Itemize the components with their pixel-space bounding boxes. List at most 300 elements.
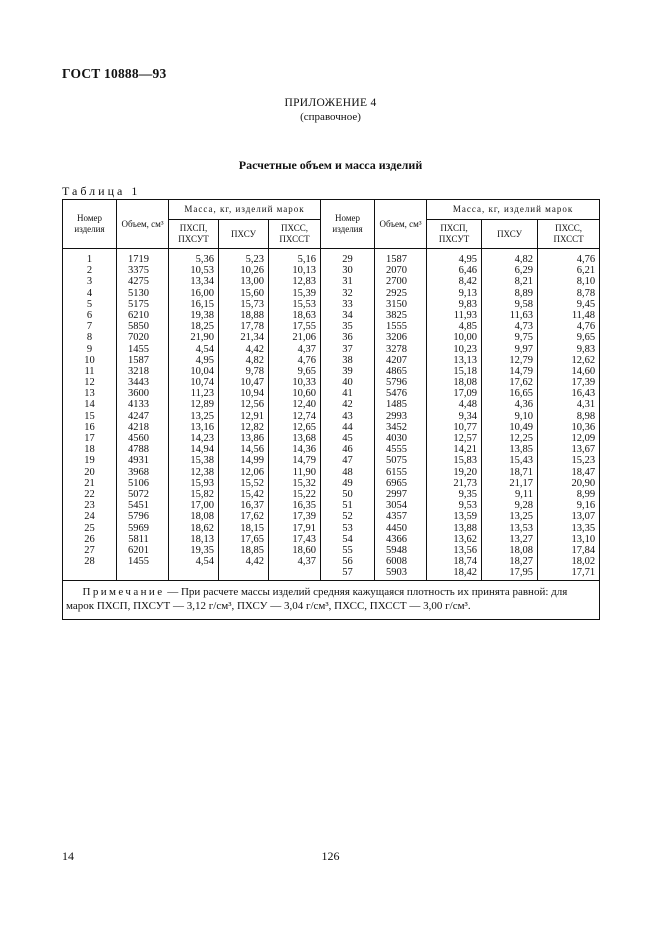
table-cell: 11: [84, 365, 95, 377]
table-cell: 9,83: [458, 298, 478, 310]
table-label: Таблица 1: [62, 184, 141, 198]
header-m1-2: ПХСП, ПХСУТ: [427, 220, 482, 249]
table-cell: 15,60: [240, 287, 264, 299]
table-cell: 10,36: [571, 421, 596, 433]
table-cell: 18: [84, 444, 95, 456]
table-cell: 9: [86, 343, 93, 355]
table-cell: 5796: [386, 377, 408, 389]
table-cell: 5811: [128, 533, 149, 545]
table-cell: 6,29: [514, 265, 534, 277]
table-cell: 13,34: [190, 276, 214, 288]
table-cell: 13: [84, 388, 95, 400]
table-cell: 14,23: [190, 433, 214, 444]
table-cell: 12,09: [571, 433, 596, 444]
table-cell: 14,21: [453, 444, 478, 456]
left-mass-m3: [269, 249, 321, 581]
left-volumes: [117, 249, 169, 581]
table-cell: 20: [84, 466, 95, 478]
table-cell: 12,40: [292, 399, 317, 411]
table-cell: 5175: [128, 298, 149, 310]
table-cell: 18,62: [190, 522, 214, 534]
table-cell: 12,06: [240, 466, 264, 478]
table-cell: 8,98: [576, 410, 596, 422]
table-cell: 27: [84, 544, 95, 556]
table-cell: 4,76: [576, 254, 596, 265]
table-cell: 13,10: [571, 533, 596, 545]
table-cell: 5,23: [245, 254, 264, 265]
table-cell: 9,58: [514, 298, 534, 310]
table-cell: 12,83: [292, 276, 317, 288]
left-mass-m2: [219, 249, 269, 581]
table-cell: 2070: [386, 265, 408, 277]
table-cell: 18,60: [292, 544, 317, 556]
table-cell: 14,60: [571, 365, 596, 377]
table-cell: 5903: [386, 567, 408, 579]
table-cell: 3968: [128, 466, 149, 478]
right-mass-m2: [482, 249, 538, 581]
table-cell: 13,07: [571, 511, 596, 523]
table-cell: 8,78: [576, 287, 596, 299]
table-cell: 3452: [386, 421, 408, 433]
table-cell: 10,00: [453, 332, 478, 344]
table-cell: 3150: [386, 298, 408, 310]
table-cell: 25: [84, 522, 95, 534]
table-cell: 17,65: [240, 533, 264, 545]
table-cell: 18,71: [509, 466, 534, 478]
table-cell: 4,36: [514, 399, 534, 411]
table-cell: 10,13: [292, 265, 317, 277]
table-cell: 14,56: [240, 444, 264, 456]
table-cell: 40: [342, 377, 353, 389]
table-cell: 21,90: [190, 332, 214, 344]
table-cell: 9,75: [514, 332, 534, 344]
table-cell: 4,76: [297, 354, 317, 366]
table-cell: 4,48: [458, 399, 478, 411]
table-cell: 10,60: [292, 388, 317, 400]
table-cell: 37: [342, 343, 353, 355]
table-cell: 14,94: [190, 444, 214, 456]
table-cell: 15,38: [190, 455, 214, 467]
table-cell: 47: [342, 455, 353, 467]
table-cell: 11,63: [509, 309, 534, 321]
table-cell: 5075: [386, 455, 408, 467]
table-cell: 5,36: [195, 254, 214, 265]
table-cell: 29: [342, 254, 353, 265]
table-cell: 2: [86, 265, 93, 277]
table-cell: 4,76: [576, 321, 596, 333]
table-note: [63, 581, 600, 620]
table-cell: 1587: [386, 254, 408, 265]
page-number-left: 14: [62, 849, 74, 863]
table-cell: 8,10: [576, 276, 596, 288]
table-cell: 5451: [128, 500, 149, 512]
table-cell: 1455: [128, 556, 149, 568]
table-cell: 30: [342, 265, 353, 277]
table-cell: 3206: [386, 332, 408, 344]
table-cell: 21,17: [509, 477, 534, 489]
table-cell: 15,32: [292, 477, 317, 489]
left-numbers: [63, 249, 117, 581]
header-m3: ПХСС, ПХССТ: [269, 220, 321, 249]
right-volumes: [375, 249, 427, 581]
table-cell: 10,26: [240, 265, 264, 277]
table-cell: 9,78: [245, 365, 264, 377]
table-cell: 4,37: [297, 556, 317, 568]
table-cell: 13,53: [509, 522, 534, 534]
table-cell: 5,16: [297, 254, 317, 265]
table-cell: 13,25: [190, 410, 214, 422]
table-cell: 18,85: [240, 544, 264, 556]
table-cell: 1485: [386, 399, 408, 411]
table-cell: 18,25: [190, 321, 214, 333]
table-cell: 5850: [128, 321, 149, 333]
table-cell: 13,00: [240, 276, 264, 288]
right-numbers: [321, 249, 375, 581]
table-cell: 18,08: [453, 377, 478, 389]
table-cell: 5: [86, 298, 93, 310]
table-cell: 42: [342, 399, 353, 411]
table-cell: 4030: [386, 433, 408, 444]
table-cell: 4,42: [245, 556, 264, 568]
table-cell: 2993: [386, 410, 408, 422]
table-cell: 18,74: [453, 556, 478, 568]
table-cell: 18,15: [240, 522, 264, 534]
table-cell: 8: [86, 332, 93, 344]
table-cell: 10,04: [190, 365, 214, 377]
table-cell: 9,16: [576, 500, 596, 512]
table-cell: 44: [342, 421, 353, 433]
table-cell: 9,34: [458, 410, 478, 422]
table-cell: 55: [342, 544, 353, 556]
table-cell: 3443: [128, 377, 149, 389]
table-cell: 33: [342, 298, 353, 310]
table-cell: 38: [342, 354, 353, 366]
table-cell: 17,71: [571, 567, 596, 579]
table-cell: 5106: [128, 477, 149, 489]
table-cell: 53: [342, 522, 353, 534]
table-cell: 56: [342, 556, 353, 568]
table-cell: 4,42: [245, 343, 264, 355]
table-cell: 10,47: [240, 377, 264, 389]
table-cell: 21: [84, 477, 95, 489]
table-cell: 39: [342, 365, 353, 377]
table-cell: 21,73: [453, 477, 478, 489]
table-cell: 4560: [128, 433, 149, 444]
table-cell: 22: [84, 488, 95, 500]
table-cell: 3: [86, 276, 93, 288]
table-cell: 3054: [386, 500, 408, 512]
table-cell: 16,65: [509, 388, 534, 400]
table-cell: 18,47: [571, 466, 596, 478]
table-cell: 13,67: [571, 444, 596, 456]
note-label: Примечание: [82, 586, 165, 599]
table-cell: 19: [84, 455, 95, 467]
left-mass-m1: [169, 249, 219, 581]
table-cell: 13,16: [190, 421, 214, 433]
header-mass-2: Масса, кг, изделий марок: [427, 200, 600, 220]
table-cell: 17,62: [509, 377, 534, 389]
table-cell: 4865: [386, 365, 408, 377]
table-cell: 18,13: [190, 533, 214, 545]
table-cell: 8,42: [458, 276, 478, 288]
table-cell: 4133: [128, 399, 149, 411]
table-cell: 9,83: [576, 343, 596, 355]
table-cell: 18,08: [190, 511, 214, 523]
table-cell: 8,89: [514, 287, 534, 299]
table-cell: 12,82: [240, 421, 264, 433]
table-cell: 1555: [386, 321, 408, 333]
table-cell: 9,35: [458, 488, 478, 500]
table-cell: 9,11: [515, 488, 534, 500]
table-cell: 2997: [386, 488, 408, 500]
table-cell: 14,36: [292, 444, 317, 456]
table-cell: 19,35: [190, 544, 214, 556]
table-cell: 50: [342, 488, 353, 500]
table-cell: 5796: [128, 511, 149, 523]
table-cell: 26: [84, 533, 95, 545]
table-cell: 15,23: [571, 455, 596, 467]
table-cell: 11,93: [453, 309, 478, 321]
table-cell: 4,54: [195, 556, 214, 568]
table-cell: 9,10: [514, 410, 534, 422]
table-cell: 14: [84, 399, 95, 411]
standard-header: ГОСТ 10888—93: [62, 66, 167, 81]
table-cell: 18,63: [292, 309, 317, 321]
mass-volume-table: [62, 199, 600, 620]
table-cell: 17,55: [292, 321, 317, 333]
table-cell: 18,42: [453, 567, 478, 579]
table-cell: 10,74: [190, 377, 214, 389]
table-cell: 43: [342, 410, 353, 422]
table-cell: 9,28: [514, 500, 534, 512]
table-cell: 5969: [128, 522, 149, 534]
table-cell: 16: [84, 421, 95, 433]
table-cell: 2700: [386, 276, 408, 288]
table-cell: 14,79: [509, 365, 534, 377]
table-cell: 21,34: [240, 332, 264, 344]
table-cell: 4450: [386, 522, 408, 534]
table-cell: 54: [342, 533, 353, 545]
table-cell: 3375: [128, 265, 149, 277]
table-cell: 8,21: [514, 276, 534, 288]
table-cell: 4931: [128, 455, 149, 467]
table-cell: 7020: [128, 332, 149, 344]
header-volume: Объем, см³: [117, 200, 169, 249]
table-cell: 17,78: [240, 321, 264, 333]
table-cell: 15,39: [292, 287, 317, 299]
table-cell: 13,62: [453, 533, 478, 545]
table-cell: 6,46: [458, 265, 478, 277]
table-cell: 5072: [128, 488, 149, 500]
table-cell: 15,73: [240, 298, 264, 310]
table-cell: 9,13: [458, 287, 478, 299]
table-cell: 16,00: [190, 287, 214, 299]
table-cell: 17,39: [292, 511, 317, 523]
table-cell: 17,84: [571, 544, 596, 556]
table-cell: 6210: [128, 309, 149, 321]
table-cell: 13,68: [292, 433, 317, 444]
table-cell: 9,65: [297, 365, 317, 377]
table-cell: 4366: [386, 533, 408, 545]
table-cell: 7: [86, 321, 93, 333]
table-cell: 3218: [128, 365, 149, 377]
table-cell: 18,02: [571, 556, 596, 568]
table-cell: 21,06: [292, 332, 317, 344]
table-cell: 15,83: [453, 455, 478, 467]
table-cell: 4,95: [458, 254, 478, 265]
table-cell: 13,13: [453, 354, 478, 366]
table-cell: 15,18: [453, 365, 478, 377]
table-cell: 49: [342, 477, 353, 489]
table-cell: 12,62: [571, 354, 596, 366]
table-cell: 35: [342, 321, 353, 333]
table-cell: 10,77: [453, 421, 478, 433]
table-cell: 17,00: [190, 500, 214, 512]
table-cell: 5476: [386, 388, 408, 400]
table-cell: 4,85: [458, 321, 478, 333]
table-cell: 24: [84, 511, 95, 523]
table-cell: 4,37: [297, 343, 317, 355]
table-cell: 15,53: [292, 298, 317, 310]
table-cell: 1455: [128, 343, 149, 355]
table-cell: 19,20: [453, 466, 478, 478]
table-cell: 15,52: [240, 477, 264, 489]
table-cell: 15: [84, 410, 95, 422]
table-cell: 15,42: [240, 488, 264, 500]
table-cell: 10,49: [509, 421, 534, 433]
table-cell: 45: [342, 433, 353, 444]
table-cell: 10: [84, 354, 95, 366]
table-cell: 6155: [386, 466, 408, 478]
table-cell: 4207: [386, 354, 408, 366]
table-cell: 18,08: [509, 544, 534, 556]
table-cell: 10,33: [292, 377, 317, 389]
table-cell: 57: [342, 567, 353, 579]
table-cell: 46: [342, 444, 353, 456]
table-cell: 4357: [386, 511, 408, 523]
appendix-title: ПРИЛОЖЕНИЕ 4: [284, 97, 377, 109]
note-text: — При расчете массы изделий средняя кажущаяся плотность их принята равной: для марок ПХСП, ПХСУТ — 3,12 г/см³, ПХСУ — 3,04 г/см³, ПХСС, ПХССТ — 3,00 г/см³.: [66, 586, 568, 613]
header-number-2: Номер изделия: [321, 200, 375, 249]
table-cell: 17,95: [509, 567, 534, 579]
table-cell: 4: [86, 287, 93, 299]
table-cell: 15,93: [190, 477, 214, 489]
table-cell: 16,43: [571, 388, 596, 400]
table-cell: 13,86: [240, 433, 264, 444]
table-cell: 2925: [386, 287, 408, 299]
table-cell: 3825: [386, 309, 408, 321]
table-cell: 4,73: [514, 321, 534, 333]
table-cell: 8,99: [576, 488, 596, 500]
table-cell: 9,45: [576, 298, 596, 310]
right-mass-m3: [538, 249, 600, 581]
table-cell: 6965: [386, 477, 408, 489]
table-cell: 12,38: [190, 466, 214, 478]
table-cell: 12,79: [509, 354, 534, 366]
table-cell: 19,38: [190, 309, 214, 321]
table-cell: 13,59: [453, 511, 478, 523]
table-cell: 18,27: [509, 556, 534, 568]
table-cell: 13,27: [509, 533, 534, 545]
page-number-center: 126: [321, 849, 340, 863]
table-cell: 15,43: [509, 455, 534, 467]
table-cell: 51: [342, 500, 353, 512]
table-cell: 28: [84, 556, 95, 568]
table-cell: 1587: [128, 354, 149, 366]
table-cell: 12,56: [240, 399, 264, 411]
table-cell: 11,23: [190, 388, 214, 400]
table-cell: 17,09: [453, 388, 478, 400]
header-number: Номер изделия: [63, 200, 117, 249]
table-cell: 5130: [128, 287, 149, 299]
table-cell: 4555: [386, 444, 408, 456]
table-cell: 10,23: [453, 343, 478, 355]
table-cell: 12,74: [292, 410, 317, 422]
table-cell: 20,90: [571, 477, 596, 489]
header-m2: ПХСУ: [219, 220, 269, 249]
header-m2-2: ПХСУ: [482, 220, 538, 249]
table-cell: 11,48: [571, 309, 596, 321]
table-cell: 4,31: [576, 399, 596, 411]
table-cell: 13,88: [453, 522, 478, 534]
table-cell: 34: [342, 309, 353, 321]
table-cell: 48: [342, 466, 353, 478]
table-cell: 4,82: [245, 354, 264, 366]
table-cell: 4788: [128, 444, 149, 456]
table-cell: 17: [84, 433, 95, 444]
table-cell: 16,15: [190, 298, 214, 310]
table-cell: 9,97: [514, 343, 534, 355]
table-cell: 4218: [128, 421, 149, 433]
table-cell: 4247: [128, 410, 149, 422]
right-mass-m1: [427, 249, 482, 581]
table-cell: 12,91: [240, 410, 264, 422]
table-cell: 10,94: [240, 388, 264, 400]
table-cell: 17,43: [292, 533, 317, 545]
table-cell: 6: [86, 309, 93, 321]
table-cell: 6201: [128, 544, 149, 556]
table-cell: 3600: [128, 388, 149, 400]
table-cell: 12,25: [509, 433, 534, 444]
table-cell: 23: [84, 500, 95, 512]
table-cell: 17,39: [571, 377, 596, 389]
header-m3-2: ПХСС, ПХССТ: [538, 220, 600, 249]
table-cell: 15,22: [292, 488, 317, 500]
table-cell: 5948: [386, 544, 408, 556]
section-heading: Расчетные объем и масса изделий: [238, 158, 423, 172]
table-cell: 4,95: [195, 354, 214, 366]
table-cell: 13,35: [571, 522, 596, 534]
table-cell: 11,90: [292, 466, 317, 478]
table-cell: 9,53: [458, 500, 478, 512]
table-cell: 4275: [128, 276, 149, 288]
table-cell: 52: [342, 511, 353, 523]
table-cell: 6008: [386, 556, 408, 568]
table-cell: 13,25: [509, 511, 534, 523]
table-cell: 13,56: [453, 544, 478, 556]
table-cell: 31: [342, 276, 353, 288]
table-cell: 15,82: [190, 488, 214, 500]
table-cell: 3278: [386, 343, 408, 355]
table-cell: 17,91: [292, 522, 317, 534]
table-cell: 4,54: [195, 343, 214, 355]
table-cell: 1: [86, 254, 93, 265]
table-cell: 4,82: [514, 254, 534, 265]
table-cell: 16,35: [292, 500, 317, 512]
header-m1: ПХСП, ПХСУТ: [169, 220, 219, 249]
table-cell: 14,79: [292, 455, 317, 467]
table-cell: 12: [84, 377, 95, 389]
